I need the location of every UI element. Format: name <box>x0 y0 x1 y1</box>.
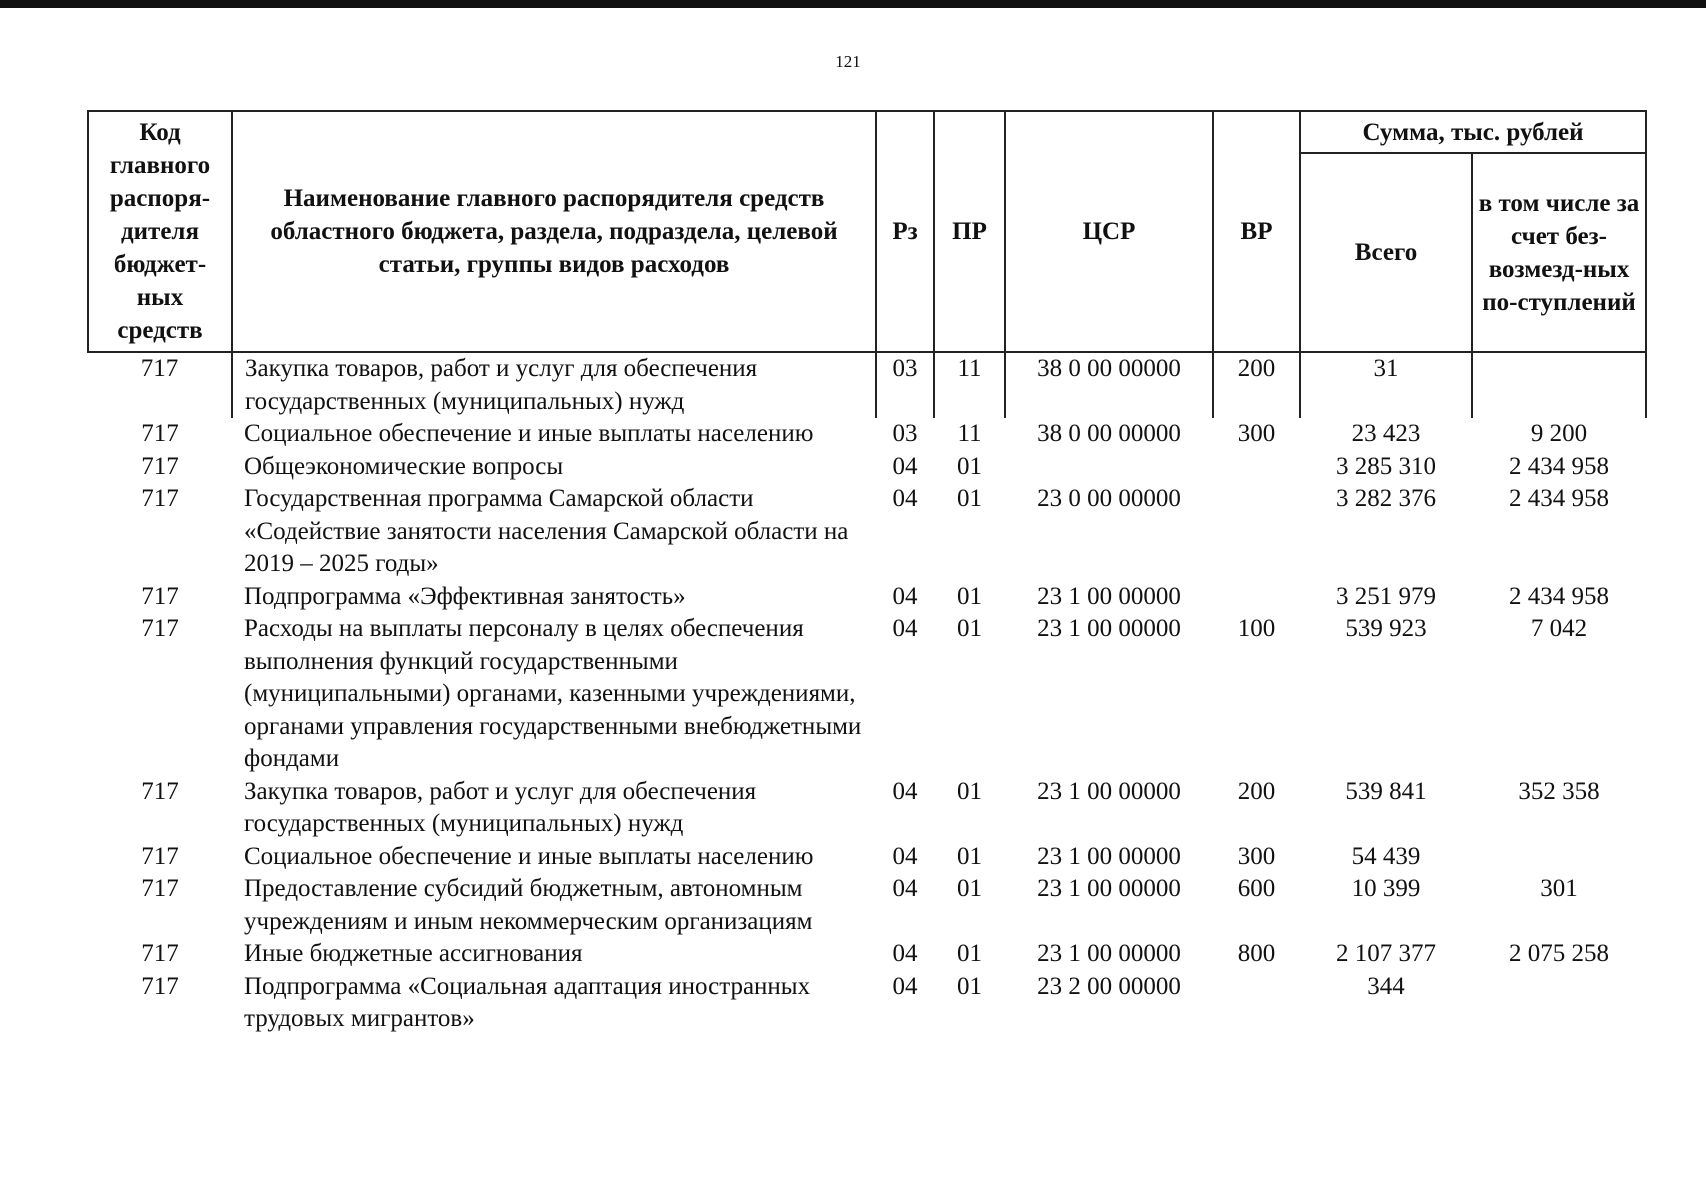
cell-vr <box>1213 451 1300 484</box>
cell-name: Социальное обеспечение и иные выплаты населению <box>244 842 814 870</box>
cell-rz: 03 <box>892 420 918 447</box>
cell-code: 717 <box>141 972 179 1000</box>
table-row <box>88 938 1646 971</box>
cell-csr: 23 1 00 00000 <box>1037 582 1181 610</box>
cell-code: 717 <box>141 615 179 642</box>
cell-vr: 200 <box>1237 777 1276 805</box>
cell-rz: 04 <box>892 485 918 512</box>
page-number <box>0 52 1706 72</box>
cell-rz: 04 <box>892 972 918 1000</box>
cell-free: 2 075 258 <box>1509 940 1609 967</box>
cell-code: 717 <box>141 842 179 870</box>
cell-code: 717 <box>141 777 179 805</box>
page-number-text: 121 <box>835 52 861 71</box>
cell-free <box>1472 352 1646 418</box>
table-row <box>88 451 1646 484</box>
cell-rz: 04 <box>892 842 918 870</box>
cell-vr: 600 <box>1237 875 1276 902</box>
cell-total: 3 282 376 <box>1336 485 1436 512</box>
cell-name: Иные бюджетные ассигнования <box>244 940 583 967</box>
cell-total: 539 841 <box>1345 777 1427 805</box>
cell-pr: 01 <box>957 615 982 642</box>
cell-pr: 01 <box>957 875 982 902</box>
cell-code: 717 <box>141 582 179 610</box>
cell-pr: 01 <box>957 485 982 512</box>
table-row <box>88 581 1646 614</box>
header-csr: ЦСР <box>1005 111 1213 352</box>
cell-csr: 23 1 00 00000 <box>1037 777 1181 805</box>
cell-pr: 01 <box>957 842 982 870</box>
cell-total: 23 423 <box>1351 420 1421 447</box>
cell-free <box>1472 971 1646 1036</box>
cell-free: 7 042 <box>1530 615 1588 642</box>
cell-csr: 23 0 00 00000 <box>1037 485 1181 512</box>
cell-pr: 01 <box>957 940 982 967</box>
cell-pr: 01 <box>957 582 982 610</box>
header-pr: ПР <box>934 111 1005 352</box>
cell-pr: 11 <box>957 420 982 447</box>
cell-total: 344 <box>1367 972 1405 1000</box>
table-row <box>88 418 1646 451</box>
cell-name: Закупка товаров, работ и услуг для обеспечения государственных (муниципальных) нужд <box>244 777 757 837</box>
cell-name: Предоставление субсидий бюджетным, автономным учреждениям и иным некоммерческим организациям <box>244 875 813 935</box>
cell-vr: 300 <box>1237 842 1276 870</box>
cell-name: Расходы на выплаты персоналу в целях обеспечения выполнения функций государственными (муниципальными) органами, казенными учреждениями, органами управления государственными внебюджетными фондами <box>244 615 862 772</box>
cell-name: Закупка товаров, работ и услуг для обеспечения государственных (муниципальных) нужд <box>232 352 876 418</box>
table-row <box>88 873 1646 938</box>
cell-total: 3 251 979 <box>1336 582 1436 610</box>
cell-total: 10 399 <box>1351 875 1421 902</box>
cell-total: 2 107 377 <box>1336 940 1436 967</box>
cell-name: Социальное обеспечение и иные выплаты населению <box>244 420 814 447</box>
table-row <box>88 352 1646 418</box>
cell-pr: 01 <box>957 452 982 480</box>
cell-code: 717 <box>141 875 179 902</box>
table-row <box>88 971 1646 1036</box>
cell-vr <box>1213 971 1300 1036</box>
cell-code: 717 <box>141 940 179 967</box>
cell-vr <box>1213 581 1300 614</box>
header-free: в том числе за счет без-возмезд-ных по-ступлений <box>1472 153 1646 352</box>
cell-name: Подпрограмма «Эффективная занятость» <box>244 582 686 610</box>
cell-rz: 04 <box>892 875 918 902</box>
cell-csr: 23 1 00 00000 <box>1037 615 1181 642</box>
cell-csr: 23 1 00 00000 <box>1037 940 1181 967</box>
table-row <box>88 776 1646 841</box>
table-row <box>88 483 1646 581</box>
cell-total: 31 <box>1300 352 1472 418</box>
header-code: Код главного распоря-дителя бюджет-ных средств <box>88 111 232 352</box>
cell-free: 301 <box>1540 875 1578 902</box>
cell-csr: 23 2 00 00000 <box>1037 972 1181 1000</box>
cell-name: Подпрограмма «Социальная адаптация иностранных трудовых мигрантов» <box>244 972 811 1032</box>
cell-total: 539 923 <box>1345 615 1427 642</box>
cell-free: 2 434 958 <box>1509 485 1609 512</box>
table-row <box>88 613 1646 776</box>
table-row <box>88 841 1646 874</box>
cell-vr: 100 <box>1237 615 1276 642</box>
cell-csr: 23 1 00 00000 <box>1037 875 1181 902</box>
cell-rz: 04 <box>892 452 918 480</box>
header-sum: Сумма, тыс. рублей <box>1300 111 1646 153</box>
cell-rz: 04 <box>892 615 918 642</box>
cell-vr: 300 <box>1237 420 1276 447</box>
cell-name: Общеэкономические вопросы <box>244 452 564 480</box>
header-total: Всего <box>1300 153 1472 352</box>
page-top-border <box>0 0 1706 8</box>
cell-rz: 04 <box>892 777 918 805</box>
cell-vr <box>1213 483 1300 581</box>
cell-rz: 04 <box>892 940 918 967</box>
cell-rz: 04 <box>892 582 918 610</box>
cell-csr: 38 0 00 00000 <box>1037 420 1181 447</box>
cell-free: 352 358 <box>1518 777 1600 805</box>
cell-code: 717 <box>141 420 179 447</box>
cell-csr: 23 1 00 00000 <box>1037 842 1181 870</box>
cell-rz: 03 <box>876 352 934 418</box>
budget-table <box>87 110 1647 1036</box>
cell-csr: 38 0 00 00000 <box>1005 352 1213 418</box>
cell-free: 2 434 958 <box>1509 452 1609 480</box>
cell-code: 717 <box>141 485 179 512</box>
cell-pr: 01 <box>957 777 982 805</box>
header-name: Наименование главного распорядителя средств областного бюджета, раздела, подраздела, целевой статьи, группы видов расходов <box>232 111 876 352</box>
cell-code: 717 <box>140 355 179 382</box>
cell-pr: 11 <box>934 352 1005 418</box>
header-vr: ВР <box>1213 111 1300 352</box>
cell-total: 3 285 310 <box>1336 452 1436 480</box>
cell-free: 9 200 <box>1530 420 1588 447</box>
cell-code: 717 <box>141 452 179 480</box>
cell-pr: 01 <box>957 972 982 1000</box>
cell-vr: 800 <box>1237 940 1276 967</box>
cell-name: Государственная программа Самарской области «Содействие занятости населения Самарской области на 2019 – 2025 годы» <box>244 485 849 577</box>
cell-free <box>1472 841 1646 874</box>
cell-total: 54 439 <box>1351 842 1421 870</box>
cell-csr <box>1005 451 1213 484</box>
cell-free: 2 434 958 <box>1509 582 1609 610</box>
header-rz: Рз <box>876 111 934 352</box>
cell-vr: 200 <box>1213 352 1300 418</box>
